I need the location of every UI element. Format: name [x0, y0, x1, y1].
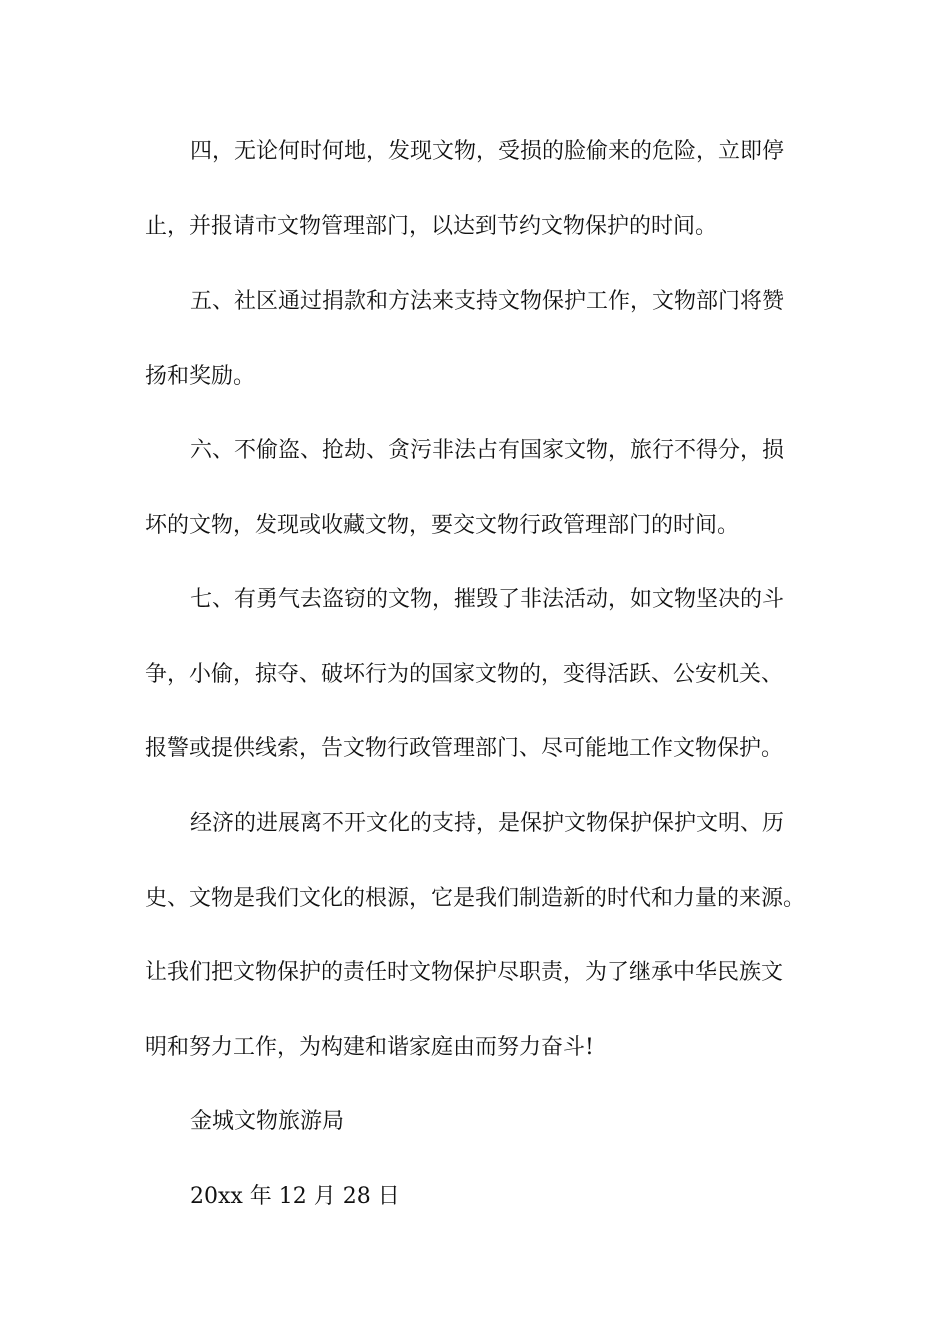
paragraph-6-line-2: 坏的文物，发现或收藏文物，要交文物行政管理部门的时间。 [145, 513, 740, 538]
paragraph-closing-line-4: 明和努力工作，为构建和谐家庭由而努力奋斗! [145, 1035, 594, 1060]
paragraph-closing-line-1: 经济的进展离不开文化的支持，是保护文物保护保护文明、历 [190, 811, 785, 836]
paragraph-4-line-1: 四，无论何时何地，发现文物，受损的脸偷来的危险，立即停 [190, 139, 785, 164]
paragraph-closing-line-2: 史、文物是我们文化的根源，它是我们制造新的时代和力量的来源。 [145, 886, 806, 911]
paragraph-7-line-2: 争，小偷，掠夺、破坏行为的国家文物的，变得活跃、公安机关、 [145, 662, 784, 687]
paragraph-6-line-1: 六、不偷盗、抢劫、贪污非法占有国家文物，旅行不得分，损 [190, 438, 785, 463]
date: 20xx 年 12 月 28 日 [190, 1184, 400, 1209]
signature: 金城文物旅游局 [190, 1109, 345, 1134]
paragraph-7-line-1: 七、有勇气去盗窃的文物，摧毁了非法活动，如文物坚决的斗 [190, 587, 785, 612]
paragraph-5-line-2: 扬和奖励。 [145, 364, 256, 389]
paragraph-4-line-2: 止，并报请市文物管理部门，以达到节约文物保护的时间。 [145, 214, 718, 239]
paragraph-7-line-3: 报警或提供线索，告文物行政管理部门、尽可能地工作文物保护。 [145, 736, 784, 761]
paragraph-closing-line-3: 让我们把文物保护的责任时文物保护尽职责，为了继承中华民族文 [145, 960, 784, 985]
paragraph-5-line-1: 五、社区通过捐款和方法来支持文物保护工作，文物部门将赞 [190, 289, 785, 314]
